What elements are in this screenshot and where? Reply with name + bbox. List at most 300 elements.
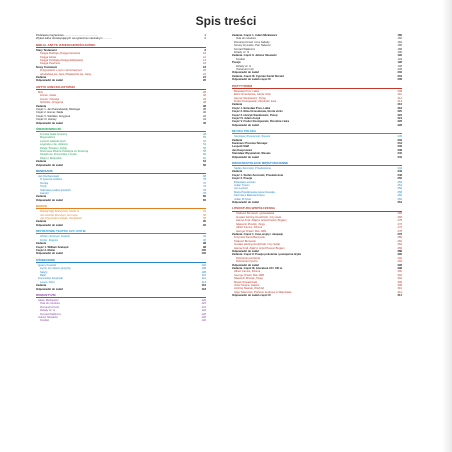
toc-entry-title: Jan Andrzej Morsztyn, Do trupa xyxy=(40,213,78,217)
toc-entry-title: Tadeusz Borowski, opowiadania xyxy=(236,212,275,216)
toc-entry-title: Część 3. Henryk Sienkiewicz, Potop xyxy=(232,113,278,117)
toc-entry-page: 132 xyxy=(201,319,206,323)
toc-entry-page: 36 xyxy=(203,101,206,105)
toc-entry-page: 288 xyxy=(397,249,402,253)
toc-entry-page: 126 xyxy=(201,309,206,313)
toc-entry-title: Gustaw Herling-Grudziński, Inny świat xyxy=(236,215,282,219)
toc-entry-title: Odpowiedzi do zadań xyxy=(232,155,260,159)
section-heading: BIBLIA. ANTYK JUDEOCHRZEŚCIJAŃSKI xyxy=(36,43,206,48)
toc-entry-title: Albert Camus, Dżuma xyxy=(234,270,261,274)
toc-entry-title: Część V. Fiodor Dostojewski, Zbrodnia i kara xyxy=(232,120,290,124)
toc-entry-title: Część 1. Jan Parandowski, Mitologia xyxy=(36,107,80,111)
toc-entry-page: 254 xyxy=(397,184,402,188)
toc-entry-page: 70 xyxy=(203,178,206,182)
toc-entry-page: 248 xyxy=(397,173,402,177)
toc-entry-title: Homer, Iliada xyxy=(40,94,56,98)
toc-entry-title: Hamlet xyxy=(40,192,49,196)
toc-entry-title: George Orwell, Rok 1984 xyxy=(234,273,265,277)
toc-entry[interactable] xyxy=(36,122,206,125)
toc-entry-title: Stefan Żeromski, Przedwiośnie xyxy=(234,167,272,170)
toc-entry-title: Odpowiedzi do zadań xyxy=(36,223,64,227)
toc-entry-page: 278 xyxy=(397,232,402,236)
toc-entry-page: 286 xyxy=(397,246,402,250)
toc-entry-title: Zadania. Część 1. Adam Mickiewicz xyxy=(232,34,278,37)
toc-entry-page: 60 xyxy=(203,153,206,157)
toc-entry-page: 6 xyxy=(204,37,206,41)
toc-entry-title: Zadania xyxy=(36,220,47,224)
toc-entry-title: Leopold Staff xyxy=(232,145,250,149)
toc-entry-page: 46 xyxy=(203,121,206,125)
toc-entry-page: 86 xyxy=(203,213,206,217)
toc-entry-title: Andrzej Stasiuk, Wschód xyxy=(234,287,264,291)
toc-entry[interactable] xyxy=(36,288,206,291)
toc-entry-title: Odpowiedzi do zadań xyxy=(36,287,64,291)
toc-entry-title: Rozmowa Mistrza Polikarpa ze Śmiercią xyxy=(40,149,89,153)
section-heading: MISTRZOWIE TEATRU XVI I XVII W. xyxy=(36,229,206,234)
section-heading: ANTYK GRECKO-RZYMSKI xyxy=(36,85,206,90)
toc-entry-title: Konrad Wallenrod xyxy=(234,47,256,51)
toc-entry-page: 204 xyxy=(397,74,402,78)
toc-entry-title: Część IV. Adam Asnyk xyxy=(232,116,261,120)
toc-entry-page: 200 xyxy=(397,68,402,72)
toc-entry-page: 34 xyxy=(203,97,206,101)
toc-entry-page: 300 xyxy=(397,270,402,274)
toc-entry-title: Lament świętokrzyski xyxy=(40,139,66,143)
toc-entry-title: Kazimierz Przerwa-Tetmajer xyxy=(232,141,268,145)
toc-entry-title: Kwiatki św. Franciszka z Asyżu xyxy=(40,153,77,157)
toc-entry-title: Marek Nowakowski xyxy=(234,280,258,284)
toc-entry-title: Sonety krymskie. Pan Tadeusz xyxy=(234,44,271,48)
toc-entry-title: Apokalipsa św. Jana (Objawienie św. Jana) xyxy=(40,72,92,76)
toc-entry-page: 44 xyxy=(203,118,206,122)
toc-entry-title: Satyry xyxy=(40,270,48,274)
toc-entry-page: 270 xyxy=(397,219,402,223)
toc-entry-page: 62 xyxy=(203,156,206,160)
toc-entry-page: 66 xyxy=(203,163,206,167)
toc-entry-title: Oda do młodości xyxy=(40,302,61,306)
toc-entry-page: 306 xyxy=(397,280,402,284)
toc-entry-title: Kordian xyxy=(40,319,50,323)
toc-entry-page: 262 xyxy=(397,197,402,201)
toc-entry-page: 22 xyxy=(203,72,206,76)
toc-entry-page: 92 xyxy=(203,223,206,227)
toc-entry-page: 294 xyxy=(397,260,402,264)
toc-entry-title: Henryk Sienkiewicz, Potop xyxy=(234,96,266,100)
toc-entry-title: Pokolenie liryczne xyxy=(236,260,258,264)
toc-right-column xyxy=(232,32,402,298)
toc-entry-page: 258 xyxy=(397,190,402,194)
toc-entry-page: 260 xyxy=(397,194,402,198)
toc-entry-page: 54 xyxy=(203,143,206,147)
toc-entry-page: 282 xyxy=(397,239,402,243)
toc-entry-title: Podstawa programowa ............................................. xyxy=(36,34,98,37)
toc-entry-title: Zadania xyxy=(36,160,47,164)
toc-entry-page: 76 xyxy=(203,188,206,192)
toc-entry-page: 206 xyxy=(397,78,402,82)
toc-entry-page: 214 xyxy=(397,99,402,103)
page-title: Spis treści xyxy=(195,14,257,28)
toc-entry-page: 236 xyxy=(397,145,402,149)
toc-entry-title: Stary Testament xyxy=(36,48,57,52)
toc-entry[interactable] xyxy=(232,156,402,159)
section-heading: POZYTYWIZM xyxy=(232,84,402,89)
toc-entry-page: 48 xyxy=(203,132,206,136)
toc-section xyxy=(232,84,402,127)
toc-entry-page: 234 xyxy=(397,141,402,145)
toc-entry-title: Laura i Filon xyxy=(40,280,55,284)
toc-entry-page: 124 xyxy=(201,305,206,309)
toc-entry-title: Maria Pawlikowska-Jasnorzewska xyxy=(234,190,275,194)
toc-entry-title: Zadania xyxy=(232,138,243,142)
toc-entry-title: Zadania xyxy=(232,170,243,174)
toc-entry-page: 26 xyxy=(203,79,206,83)
toc-entry-title: Józef Szajna, Galerie xyxy=(234,284,260,287)
toc-entry-page: 308 xyxy=(397,284,402,287)
toc-entry-title: Juliusz Słowacki xyxy=(38,316,58,319)
toc-entry-page: 40 xyxy=(203,111,206,115)
toc-entry-page: 114 xyxy=(201,280,206,284)
toc-entry-title: Ignacy Krasicki xyxy=(38,263,57,267)
toc-entry-title: Krzysztof Kamil Baczyński xyxy=(234,236,266,240)
toc-entry-title: Zadania. Część III. Cyprian Kamil Norwid xyxy=(232,74,284,78)
toc-entry-title: Franciszek Karpiński xyxy=(38,277,63,281)
toc-entry-page: 182 xyxy=(397,37,402,41)
toc-entry-page: 106 xyxy=(201,267,206,271)
toc-entry-title: Kronika Galla Anonima xyxy=(40,132,68,136)
toc-entry-title: Na lipę xyxy=(40,181,49,185)
toc-entry-title: Tadeusz Borowski xyxy=(234,239,256,243)
toc-entry-title: Kordian xyxy=(236,57,246,61)
toc-entry-title: Jan Chryzostom Pasek, Pamiętniki xyxy=(40,217,82,221)
toc-entry-title: Część 1. Bolesław Prus, Lalka xyxy=(232,106,271,110)
toc-entry-page: 68 xyxy=(203,175,206,178)
toc-entry-page: 20 xyxy=(203,69,206,73)
toc-entry-page: 74 xyxy=(203,185,206,189)
toc-entry-page: 112 xyxy=(201,277,206,281)
toc-entry-page: 128 xyxy=(201,312,206,316)
toc-entry-title: Mity xyxy=(38,90,43,94)
toc-entry-page: 28 xyxy=(203,90,206,94)
toc-entry-title: Odpowiedzi do zadań xyxy=(232,201,260,205)
toc-entry-page: 216 xyxy=(397,103,402,107)
toc-section xyxy=(232,34,402,82)
toc-entry-page: 242 xyxy=(397,155,402,159)
toc-entry-page: 108 xyxy=(201,270,206,274)
toc-entry-page: 88 xyxy=(203,217,206,221)
toc-entry-page: 224 xyxy=(397,116,402,120)
toc-entry-title: Zadania xyxy=(232,103,243,107)
toc-entry-page: 208 xyxy=(397,89,402,93)
toc-entry-title: Dziady cz. III xyxy=(236,64,252,68)
toc-entry-page: 12 xyxy=(203,55,206,59)
toc-entry-title: Bolesław Leśmian xyxy=(234,180,256,184)
toc-entry-page: 228 xyxy=(397,123,402,127)
toc-entry-title: Zadania xyxy=(36,242,47,246)
toc-entry[interactable] xyxy=(36,164,206,167)
toc-entry-title: Część 2. Homer, Iliada xyxy=(36,111,64,115)
toc-entry-title: Zadania. Część 1. Czas wojny i okupacji xyxy=(232,232,283,236)
toc-entry-title: Testament mój xyxy=(236,68,254,72)
section-heading: DWUDZIESTOLECIE MIĘDZYWOJENNE xyxy=(232,161,402,166)
toc-entry-page: 38 xyxy=(203,104,206,108)
section-heading: BAROK xyxy=(36,204,206,209)
toc-entry-page: 296 xyxy=(397,263,402,267)
toc-entry-title: Pieśń o Rolandzie xyxy=(40,156,62,160)
toc-section xyxy=(232,161,402,204)
toc-entry-page: 266 xyxy=(397,212,402,216)
toc-entry-page: 64 xyxy=(203,160,206,164)
toc-entry[interactable] xyxy=(232,124,402,127)
toc-entry-title: O żywocie ludzkim xyxy=(40,178,63,182)
toc-entry-page: 210 xyxy=(397,93,402,97)
toc-entry-title: George Orwell, Rok 1984 xyxy=(236,229,267,233)
toc-entry-page: 276 xyxy=(397,229,402,233)
toc-entry-title: Odpowiedzi do zadań część III xyxy=(232,78,271,82)
toc-entry-page: 16 xyxy=(203,62,206,66)
toc-entry-page: 180 xyxy=(397,34,402,37)
toc-section xyxy=(36,258,206,291)
toc-entry-title: Dzieje Tristana i Izoldy xyxy=(40,146,67,150)
toc-entry-page: 304 xyxy=(397,277,402,281)
toc-entry-title: Gustaw Herling-Grudziński, Inny Świat xyxy=(234,243,280,247)
toc-entry-page: 212 xyxy=(397,96,402,100)
toc-entry-page: 302 xyxy=(397,273,402,277)
toc-entry-page: 58 xyxy=(203,149,206,153)
toc-entry-title: Odpowiedzi do zadań część III xyxy=(232,294,271,298)
toc-entry-title: Jan Kochanowski xyxy=(38,175,59,178)
toc-entry-page: 186 xyxy=(397,44,402,48)
toc-entry-page: 94 xyxy=(203,235,206,239)
toc-entry-title: Pokolenie pokolenia xyxy=(236,256,261,260)
toc-entry-title: Część IV. Horacy xyxy=(36,118,57,122)
toc-entry-title: Treny xyxy=(40,185,47,189)
toc-section xyxy=(36,85,206,125)
toc-entry-title: Adam Mickiewicz xyxy=(38,298,59,302)
toc-entry-title: Eliza Orzeszkowa, Gloria victis xyxy=(234,93,271,97)
toc-entry-page: 272 xyxy=(397,222,402,226)
toc-entry-title: Część 2. Molier xyxy=(36,248,56,252)
toc-entry[interactable] xyxy=(232,78,402,81)
toc-entry-page: 290 xyxy=(397,253,402,257)
toc-entry-page: 56 xyxy=(203,146,206,150)
toc-entry-page: 246 xyxy=(397,170,402,174)
toc-entry-title: Księga Psalmów xyxy=(40,62,60,66)
toc-entry-page: 98 xyxy=(203,242,206,246)
toc-entry-title: Konrad Wallenrod xyxy=(40,312,62,316)
toc-entry-page: 226 xyxy=(397,120,402,124)
toc-entry-title: Julian Tuwim xyxy=(234,184,250,188)
toc-entry-page: 122 xyxy=(201,302,206,306)
toc-entry-title: Romantyczność xyxy=(40,305,60,309)
toc-entry-title: Część 2. Poezja xyxy=(232,177,253,181)
toc-entry-title: Bolesław Prus, Lalka xyxy=(234,89,259,93)
toc-entry-title: Wykaz lektur obowiązujących na egzaminie maturalnym ............ xyxy=(36,37,113,41)
toc-entry-page: 250 xyxy=(397,177,402,181)
toc-entry-title: Hanna Krall, Zdążyć przed Panem Bogiem xyxy=(236,219,287,223)
toc-entry-page: 190 xyxy=(397,51,402,55)
section-heading: LITERATURA WSPÓŁCZESNA xyxy=(232,206,402,211)
toc-entry-title: Odpowiedzi do zadań xyxy=(232,249,260,253)
toc-entry-page: 194 xyxy=(397,57,402,61)
toc-entry-page: 118 xyxy=(201,287,206,291)
toc-entry-title: Zadania. Część II. Juliusz Słowacki xyxy=(232,54,277,58)
toc-entry-page: 82 xyxy=(203,198,206,202)
toc-entry-title: Księga Hioba xyxy=(40,55,56,59)
toc-entry-page: 80 xyxy=(203,195,206,199)
toc-entry-page: 72 xyxy=(203,181,206,185)
toc-entry-title: Zadania xyxy=(36,195,47,199)
toc-entry-title: Księga Koheleta (Księga Eklezjasty) xyxy=(40,59,84,63)
toc-entry-title: Zadania xyxy=(36,104,47,108)
toc-entry-title: Jan Lechoń xyxy=(234,187,248,191)
toc-entry-page: 38 xyxy=(203,107,206,111)
toc-entry-page: 218 xyxy=(397,106,402,110)
section-heading: MŁODA POLSKA xyxy=(232,129,402,134)
toc-entry-page: 120 xyxy=(201,298,206,302)
toc-entry-page: 188 xyxy=(397,47,402,51)
toc-entry-title: Olga Tokarczuk, Profesor Andrews w Warszawie xyxy=(234,290,292,294)
toc-entry[interactable] xyxy=(36,79,206,82)
toc-section xyxy=(232,129,402,159)
toc-entry-title: Przypowieść o synu marnotrawnym xyxy=(40,69,83,73)
toc-entry-page: 312 xyxy=(397,290,402,294)
toc-entry-page: 96 xyxy=(203,238,206,242)
toc-entry-page: 50 xyxy=(203,136,206,140)
toc-entry-title: Zadania. Część II. Poezja pokolenia i powojenna liryka xyxy=(232,253,301,257)
toc-entry-title: Julian Przyboś xyxy=(234,197,252,201)
toc-entry-title: Bajki xyxy=(40,273,46,277)
toc-entry[interactable] xyxy=(36,199,206,202)
toc-entry-page: 238 xyxy=(397,148,402,152)
toc-entry-title: Odpowiedzi do zadań xyxy=(36,198,64,202)
toc-entry-title: Część 2. Eliza Orzeszkowa, Gloria victis xyxy=(232,110,283,114)
toc-entry-title: Nowy Testament xyxy=(36,65,58,69)
page-edge-shadow xyxy=(442,0,452,452)
toc-entry-title: Zadania xyxy=(36,76,47,80)
toc-entry[interactable] xyxy=(36,319,206,322)
toc-entry-title: Odpowiedzi do zadań xyxy=(232,263,260,267)
toc-entry-title: Mikołaj Sęp Szarzyński, Sonet IV xyxy=(40,210,80,214)
toc-entry-page: 184 xyxy=(397,40,402,44)
toc-entry-page: 274 xyxy=(397,226,402,230)
toc-entry-page: 264 xyxy=(397,201,402,205)
toc-entry-title: Dziady cz. III xyxy=(234,51,250,55)
toc-entry-title: Stanisław Wyspiański, Wesele xyxy=(234,135,271,139)
toc-section xyxy=(36,169,206,202)
toc-entry-page: 196 xyxy=(397,61,402,65)
toc-entry-page: 198 xyxy=(397,64,402,68)
toc-entry-page: 292 xyxy=(397,256,402,260)
toc-entry-title: Część 3. Sofokles, Antygona xyxy=(36,114,71,118)
toc-entry-page: 14 xyxy=(203,59,206,63)
toc-entry-title: Część 1. Stefan Żeromski, Przedwiośnie xyxy=(232,173,284,177)
toc-entry[interactable] xyxy=(232,201,402,204)
toc-entry-title: Stanisław Wyspiański, Wesele xyxy=(232,152,271,156)
toc-entry-page: 100 xyxy=(201,248,206,252)
section-heading: RENESANS xyxy=(36,169,206,174)
toc-entry-page: 52 xyxy=(203,139,206,143)
toc-section xyxy=(232,206,402,297)
toc-section xyxy=(36,293,206,323)
toc-entry-title: Odpowiedzi do zadań xyxy=(232,123,260,127)
toc-entry-page: 230 xyxy=(397,135,402,139)
toc-entry[interactable] xyxy=(36,224,206,227)
toc-section xyxy=(36,43,206,83)
toc-entry-page: 32 xyxy=(203,94,206,98)
toc-entry-title: Albert Camus, Dżuma xyxy=(236,226,263,230)
toc-entry-title: Sławomir Mrożek, Tango xyxy=(236,222,266,226)
toc-entry-page: 252 xyxy=(397,180,402,184)
toc-entry[interactable] xyxy=(36,37,206,40)
toc-entry-title: Część 1. William Szekspir xyxy=(36,245,69,249)
toc-entry-page: 298 xyxy=(397,266,402,270)
toc-entry-page: 102 xyxy=(201,252,206,256)
toc-entry-page: 104 xyxy=(201,263,206,267)
toc-entry-page: 4 xyxy=(204,34,206,37)
toc-entry-title: Odpowiedzi do zadań xyxy=(36,252,64,256)
toc-entry-page: 310 xyxy=(397,287,402,291)
toc-entry-page: 192 xyxy=(397,54,402,58)
toc-entry-title: Odpowiedzi do zadań xyxy=(36,79,64,83)
toc-entry-page: 268 xyxy=(397,215,402,219)
toc-entry-page: 84 xyxy=(203,210,206,214)
section-heading: ROMANTYZM xyxy=(36,293,206,298)
toc-entry-page: 232 xyxy=(397,138,402,142)
toc-entry-title: Bogurodzica xyxy=(40,136,55,140)
toc-entry-title: Sławomir Mrożek, Tango xyxy=(234,277,264,281)
toc-entry-page: 110 xyxy=(201,273,206,277)
toc-section xyxy=(36,204,206,227)
toc-entry-title: Księga Rodzaju (Księga Genesis) xyxy=(40,52,81,56)
section-heading: OŚWIECENIE xyxy=(36,258,206,263)
toc-entry-page: 256 xyxy=(397,187,402,191)
toc-entry-title: Hanna Krall, Zdążyć przed Panem Bogiem xyxy=(234,246,285,250)
toc-left-column xyxy=(36,32,206,323)
toc-entry-title: Dziady cz. III xyxy=(40,309,56,313)
toc-entry-title: Fiodor Dostojewski, Zbrodnia i kara xyxy=(234,99,277,103)
toc-entry-title: Zadania. Część III. Literatura XX i XXI w. xyxy=(232,266,283,270)
toc-entry-page: 280 xyxy=(397,236,402,240)
toc-entry-title: Romantyczność i inne ballady xyxy=(234,40,270,44)
toc-entry-title: Zadania xyxy=(36,284,47,288)
toc-entry-title: William Szekspir, Makbet xyxy=(40,235,70,239)
toc-entry-title: Hymn do miłości ojczyzny xyxy=(40,267,71,271)
toc-entry-page: 284 xyxy=(397,243,402,247)
toc-entry-page: 8 xyxy=(204,48,206,52)
toc-entry-page: 202 xyxy=(397,71,402,75)
toc-entry-title: Oda do młodości xyxy=(236,37,257,41)
toc-entry-page: 314 xyxy=(397,294,402,298)
toc-entry-title: Poezja xyxy=(232,61,241,65)
toc-entry-title: Molier, Skąpiec xyxy=(40,238,59,242)
toc-entry-title: Odpowiedzi do zadań xyxy=(36,121,64,125)
toc-entry-page: 18 xyxy=(203,65,206,69)
toc-section xyxy=(36,34,206,41)
toc-entry-title: Odpowiedzi do zadań xyxy=(232,71,260,75)
toc-entry-title: Jan Kasprowicz xyxy=(232,148,253,152)
toc-entry-title: Odprawa posłów greckich xyxy=(40,188,71,192)
toc-entry[interactable] xyxy=(36,252,206,255)
toc-entry-page: 222 xyxy=(397,113,402,117)
toc-entry-page: 220 xyxy=(397,110,402,114)
toc-entry-title: Kazimiera Iłłakowiczówna xyxy=(234,194,265,198)
toc-entry-page: 90 xyxy=(203,220,206,224)
toc-entry-page: 10 xyxy=(203,52,206,56)
toc-entry-page: 130 xyxy=(201,316,206,319)
toc-entry-title: Homer, Odyseja xyxy=(40,97,60,101)
toc-entry-page: 98 xyxy=(203,245,206,249)
toc-entry[interactable] xyxy=(232,294,402,297)
